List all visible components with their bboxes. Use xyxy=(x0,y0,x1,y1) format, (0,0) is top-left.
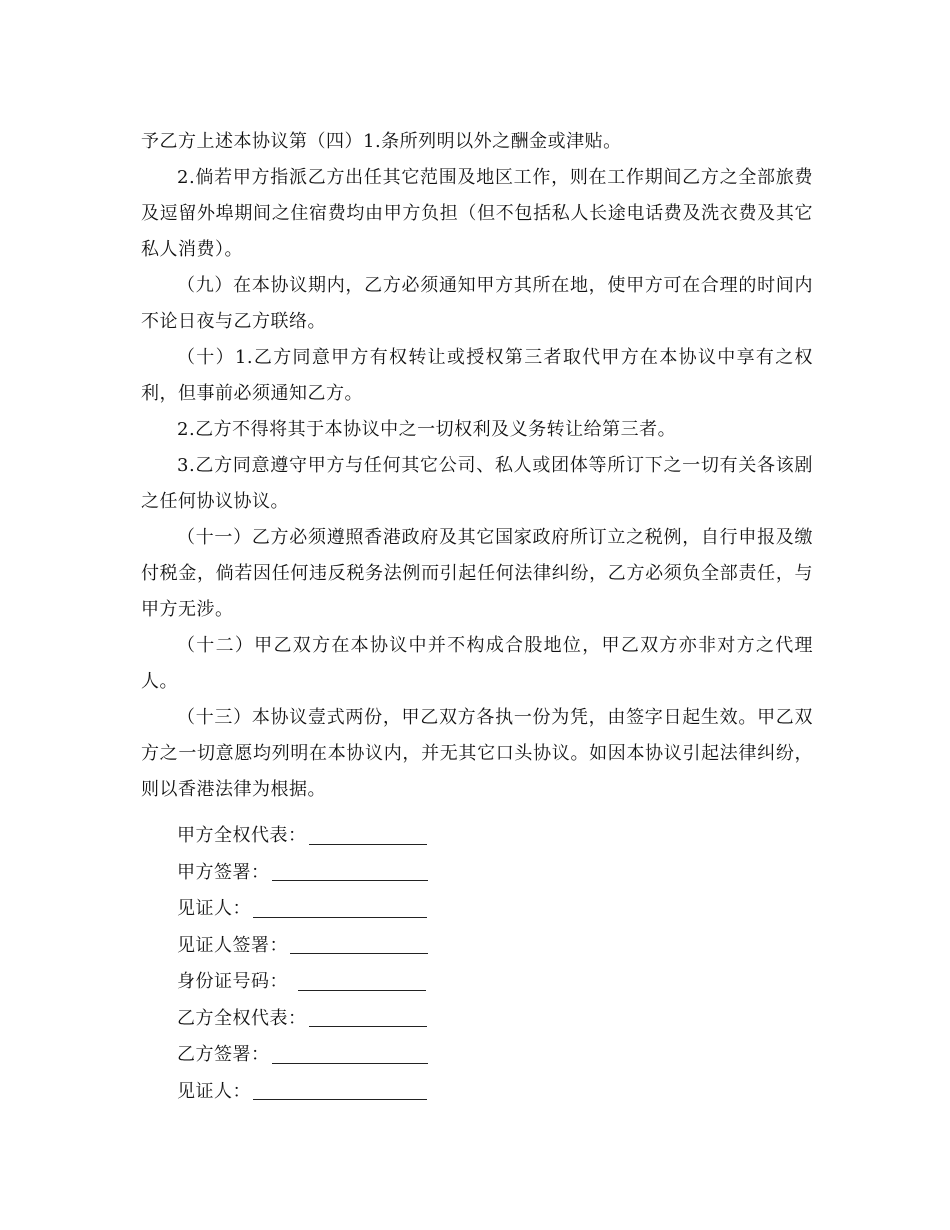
signature-blank-line[interactable] xyxy=(309,844,427,845)
paragraph-clause-13: （十三）本协议壹式两份，甲乙双方各执一份为凭，由签字日起生效。甲乙双方之一切意愿均列明在本协议内，并无其它口头协议。如因本协议引起法律纠纷，则以香港法律为根据。 xyxy=(141,707,813,800)
paragraph-continuation-clause-8-1: 予乙方上述本协议第（四）1.条所列明以外之酬金或津贴。 xyxy=(141,131,622,152)
paragraph-clause-10-1: （十）1.乙方同意甲方有权转让或授权第三者取代甲方在本协议中享有之权利，但事前必须通知乙方。 xyxy=(141,347,813,404)
signature-field-party-a-signature xyxy=(177,855,477,892)
paragraph-clause-12: （十二）甲乙双方在本协议中并不构成合股地位，甲乙双方亦非对方之代理人。 xyxy=(141,635,813,692)
paragraph-clause-10-3: 3.乙方同意遵守甲方与任何其它公司、私人或团体等所订下之一切有关各该剧之任何协议协议。 xyxy=(141,455,813,512)
signature-field-label: 见证人： xyxy=(177,1080,251,1102)
paragraph-clause-10-2: 2.乙方不得将其于本协议中之一切权利及义务转让给第三者。 xyxy=(177,419,677,440)
signature-field-witness-2 xyxy=(177,1074,477,1111)
signature-block xyxy=(177,818,477,1110)
paragraph-clause-11: （十一）乙方必须遵照香港政府及其它国家政府所订立之税例，自行申报及缴付税金，倘若因任何违反税务法例而引起任何法律纠纷，乙方必须负全部责任，与甲方无涉。 xyxy=(141,527,813,620)
signature-field-label: 身份证号码： xyxy=(177,971,288,992)
paragraph-clause-8-2: 2.倘若甲方指派乙方出任其它范围及地区工作，则在工作期间乙方之全部旅费及逗留外埠期间之住宿费均由甲方负担（但不包括私人长途电话费及洗衣费及其它私人消费）。 xyxy=(141,167,813,260)
agreement-body xyxy=(141,124,813,808)
signature-field-party-a-representative xyxy=(177,818,477,855)
signature-blank-line[interactable] xyxy=(298,990,426,991)
signature-field-id-number xyxy=(177,964,477,1001)
signature-field-label: 见证人签署： xyxy=(177,934,288,956)
signature-blank-line[interactable] xyxy=(290,953,428,954)
signature-field-label: 见证人： xyxy=(177,898,251,919)
signature-blank-line[interactable] xyxy=(272,880,428,881)
paragraph-clause-9: （九）在本协议期内，乙方必须通知甲方其所在地，使甲方可在合理的时间内不论日夜与乙方联络。 xyxy=(141,275,813,332)
signature-field-label: 乙方全权代表： xyxy=(177,1007,307,1029)
signature-blank-line[interactable] xyxy=(272,1063,428,1064)
signature-blank-line[interactable] xyxy=(253,1099,427,1100)
signature-field-label: 甲方全权代表： xyxy=(177,825,307,846)
signature-field-witness-signature xyxy=(177,928,477,965)
signature-field-label: 乙方签署： xyxy=(177,1044,270,1065)
signature-field-party-b-representative xyxy=(177,1001,477,1038)
signature-field-label: 甲方签署： xyxy=(177,861,270,883)
signature-blank-line[interactable] xyxy=(309,1026,427,1027)
signature-field-party-b-signature xyxy=(177,1037,477,1074)
signature-field-witness-1 xyxy=(177,891,477,928)
signature-blank-line[interactable] xyxy=(253,917,427,918)
